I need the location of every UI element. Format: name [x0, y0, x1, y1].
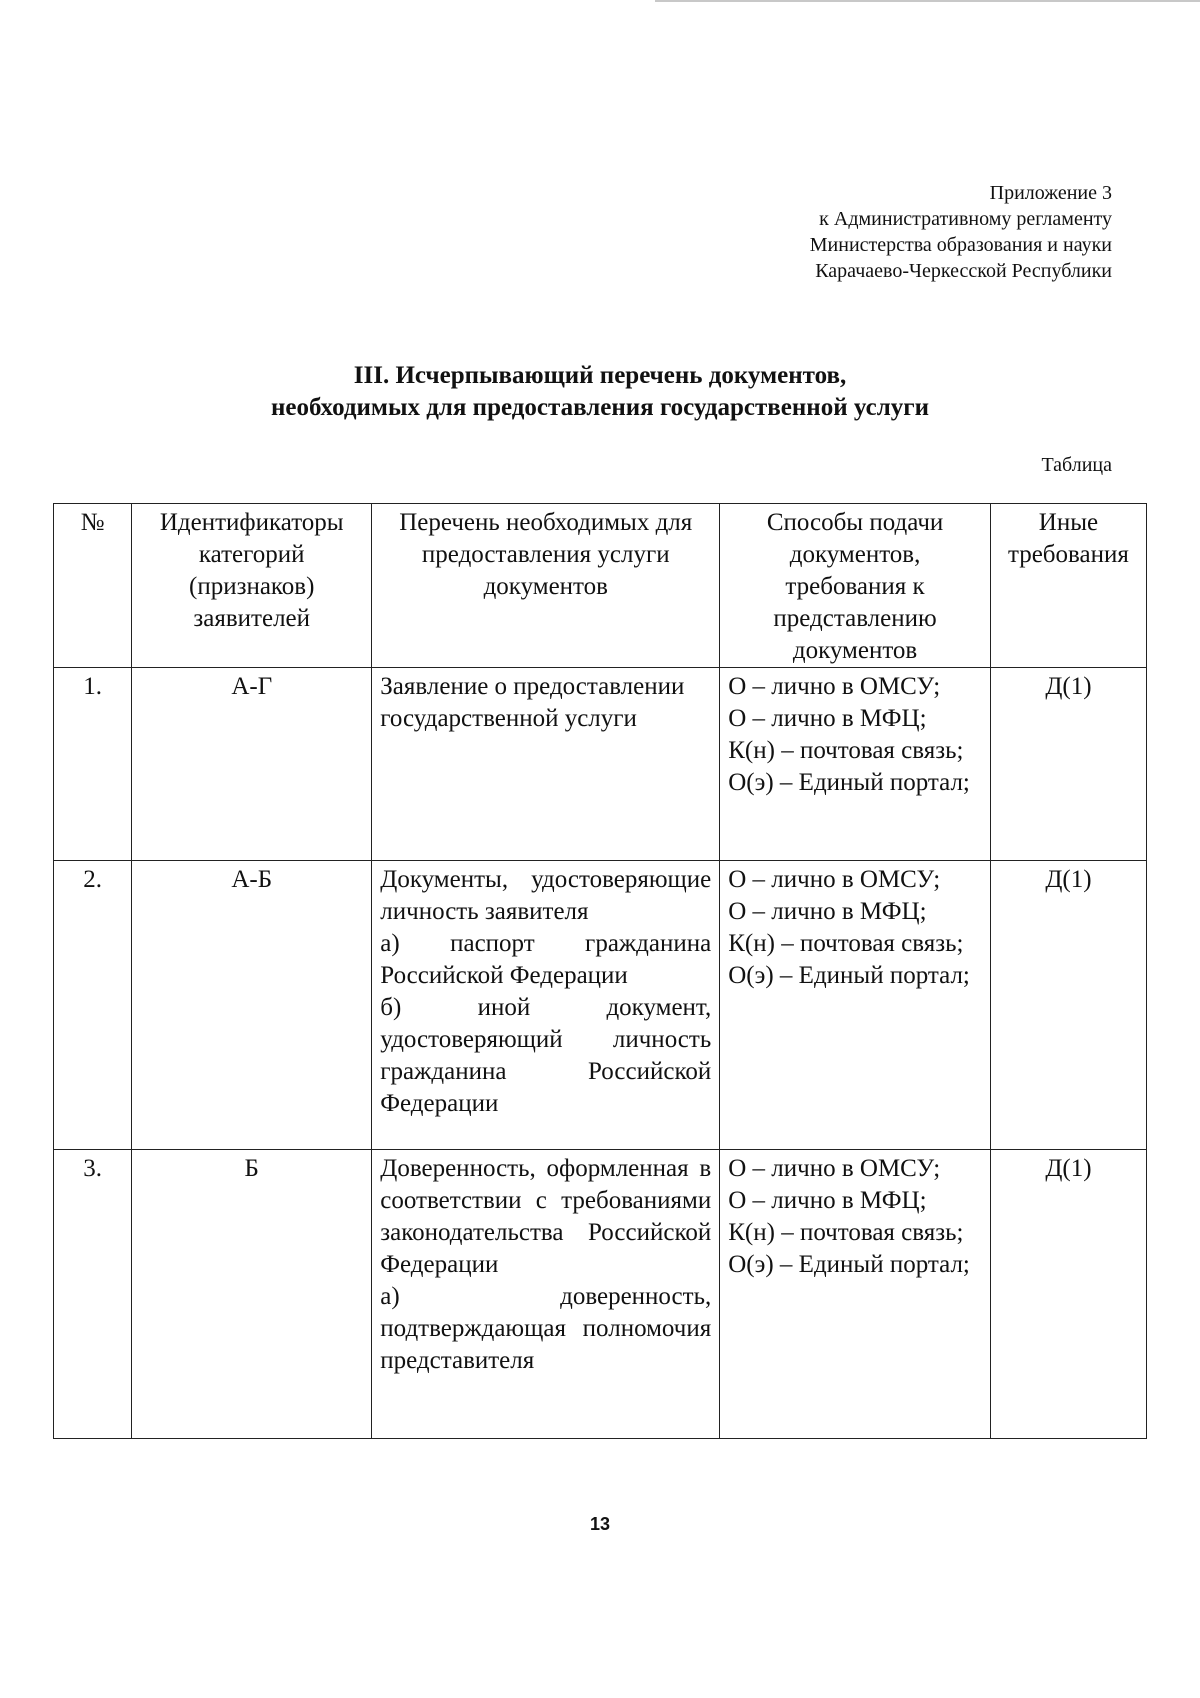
appendix-note — [810, 180, 1112, 284]
row-category-id: А-Б — [132, 861, 372, 1150]
row-category-id: А-Г — [132, 668, 372, 861]
row-submission-ways — [720, 668, 991, 861]
header-ids: Идентификаторы категорий (признаков) заявителей — [132, 504, 372, 668]
row-number: 1. — [54, 668, 132, 861]
row-number: 3. — [54, 1150, 132, 1439]
title-line: III. Исчерпывающий перечень документов, — [353, 362, 847, 389]
row-number: 2. — [54, 861, 132, 1150]
document-title — [0, 360, 1200, 424]
page-number: 13 — [589, 1514, 611, 1534]
table-header-row — [54, 504, 1147, 668]
header-docs: Перечень необходимых для предоставления услуги документов — [372, 504, 720, 668]
submission-way: О – лично в ОМСУ; — [728, 866, 941, 893]
submission-way: О – лично в ОМСУ; — [728, 673, 941, 700]
document-item: Документы, удостоверяющие личность заявителя — [380, 866, 712, 925]
row-other-requirements: Д(1) — [990, 1150, 1146, 1439]
table-row — [54, 861, 1147, 1150]
document-item: б) иной документ, удостоверяющий личность гражданина Российской Федерации — [380, 994, 712, 1117]
appendix-line: к Административному регламенту — [819, 208, 1112, 230]
header-ways: Способы подачи документов, требования к представлению документов — [720, 504, 991, 668]
submission-way: О – лично в МФЦ; — [728, 1187, 927, 1214]
submission-way: К(н) – почтовая связь; — [728, 1219, 964, 1246]
row-documents — [372, 668, 720, 861]
document-item: Доверенность, оформленная в соответствии с требованиями законодательства Российской Федерации — [380, 1155, 712, 1278]
table-row — [54, 668, 1147, 861]
row-other-requirements: Д(1) — [990, 861, 1146, 1150]
row-documents — [372, 861, 720, 1150]
submission-way: О(э) – Единый портал; — [728, 769, 970, 796]
submission-way: О – лично в МФЦ; — [728, 705, 927, 732]
document-item: а) паспорт гражданина Российской Федерации — [380, 930, 712, 989]
row-category-id: Б — [132, 1150, 372, 1439]
title-line: необходимых для предоставления государственной услуги — [271, 394, 929, 421]
header-other: Иные требования — [990, 504, 1146, 668]
document-item: Заявление о предоставлении государственной услуги — [380, 673, 685, 732]
submission-way: К(н) – почтовая связь; — [728, 930, 964, 957]
header-num: № — [54, 504, 132, 668]
submission-way: О – лично в МФЦ; — [728, 898, 927, 925]
documents-table — [53, 503, 1147, 1439]
appendix-line: Министерства образования и науки — [809, 234, 1112, 256]
submission-way: О(э) – Единый портал; — [728, 1251, 970, 1278]
document-item: а) доверенность, подтверждающая полномочия представителя — [380, 1283, 712, 1374]
row-submission-ways — [720, 861, 991, 1150]
table-row — [54, 1150, 1147, 1439]
submission-way: О(э) – Единый портал; — [728, 962, 970, 989]
submission-way: О – лично в ОМСУ; — [728, 1155, 941, 1182]
table-caption: Таблица — [1041, 454, 1112, 476]
row-documents — [372, 1150, 720, 1439]
row-submission-ways — [720, 1150, 991, 1439]
appendix-line: Приложение 3 — [989, 182, 1112, 204]
row-other-requirements: Д(1) — [990, 668, 1146, 861]
scan-edge-line — [655, 0, 1200, 2]
submission-way: К(н) – почтовая связь; — [728, 737, 964, 764]
appendix-line: Карачаево-Черкесской Республики — [815, 260, 1112, 282]
